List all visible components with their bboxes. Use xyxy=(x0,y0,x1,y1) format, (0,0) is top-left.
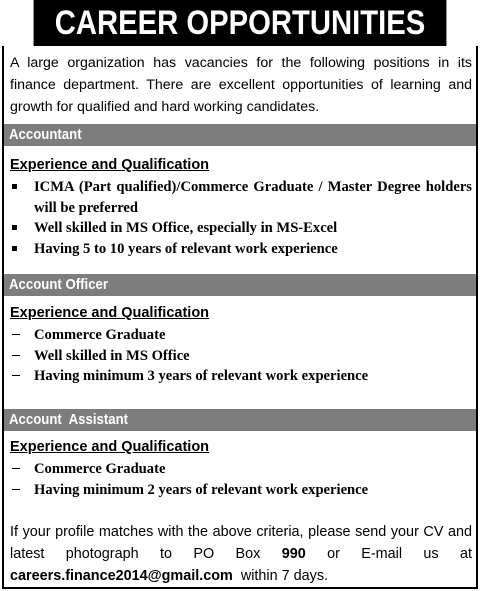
list-item: ICMA (Part qualified)/Commerce Graduate / Master Degree holders will be preferred xyxy=(10,177,472,218)
section-subheading: Experience and Qualification xyxy=(10,305,210,321)
section-bar-accountant xyxy=(4,124,476,146)
square-bullet-icon xyxy=(10,218,24,239)
accountant-requirements-list xyxy=(10,177,472,259)
dash-bullet-icon xyxy=(10,459,24,480)
dash-bullet-icon xyxy=(10,346,24,367)
section-title: Account Officer xyxy=(9,276,109,293)
list-item: Commerce Graduate xyxy=(10,325,472,346)
intro-paragraph: A large organization has vacancies for the following positions in its finance department. There are excellent opportunities of learning and growth for qualified and hard working candidates. xyxy=(10,55,472,115)
list-item: Having minimum 3 years of relevant work experience xyxy=(10,366,472,387)
square-bullet-icon xyxy=(10,239,24,260)
list-item: Well skilled in MS Office xyxy=(10,346,472,367)
section-bar-account-assistant xyxy=(4,409,476,431)
square-bullet-icon xyxy=(10,177,24,198)
list-item: Having minimum 2 years of relevant work experience xyxy=(10,480,472,501)
list-item: Having 5 to 10 years of relevant work experience xyxy=(10,239,472,260)
page-title: CAREER OPPORTUNITIES xyxy=(34,0,447,46)
section-title: Accountant xyxy=(9,126,82,143)
dash-bullet-icon xyxy=(10,325,24,346)
section-subheading: Experience and Qualification xyxy=(10,157,210,173)
application-instructions: If your profile matches with the above criteria, please send your CV and latest photograph to PO Box 990 or E-mail us at careers.finance2014@gmail.com within 7 days. xyxy=(10,524,473,584)
account-assistant-requirements-list xyxy=(10,459,472,500)
account-officer-requirements-list xyxy=(10,325,472,387)
section-title: Account Assistant xyxy=(9,411,129,428)
po-box-number: 990 xyxy=(281,546,306,562)
section-bar-account-officer xyxy=(4,274,476,296)
list-item: Well skilled in MS Office, especially in MS-Excel xyxy=(10,218,472,239)
section-subheading: Experience and Qualification xyxy=(10,439,210,455)
dash-bullet-icon xyxy=(10,480,24,501)
dash-bullet-icon xyxy=(10,366,24,387)
contact-email: careers.finance2014@gmail.com xyxy=(10,568,233,584)
list-item: Commerce Graduate xyxy=(10,459,472,480)
